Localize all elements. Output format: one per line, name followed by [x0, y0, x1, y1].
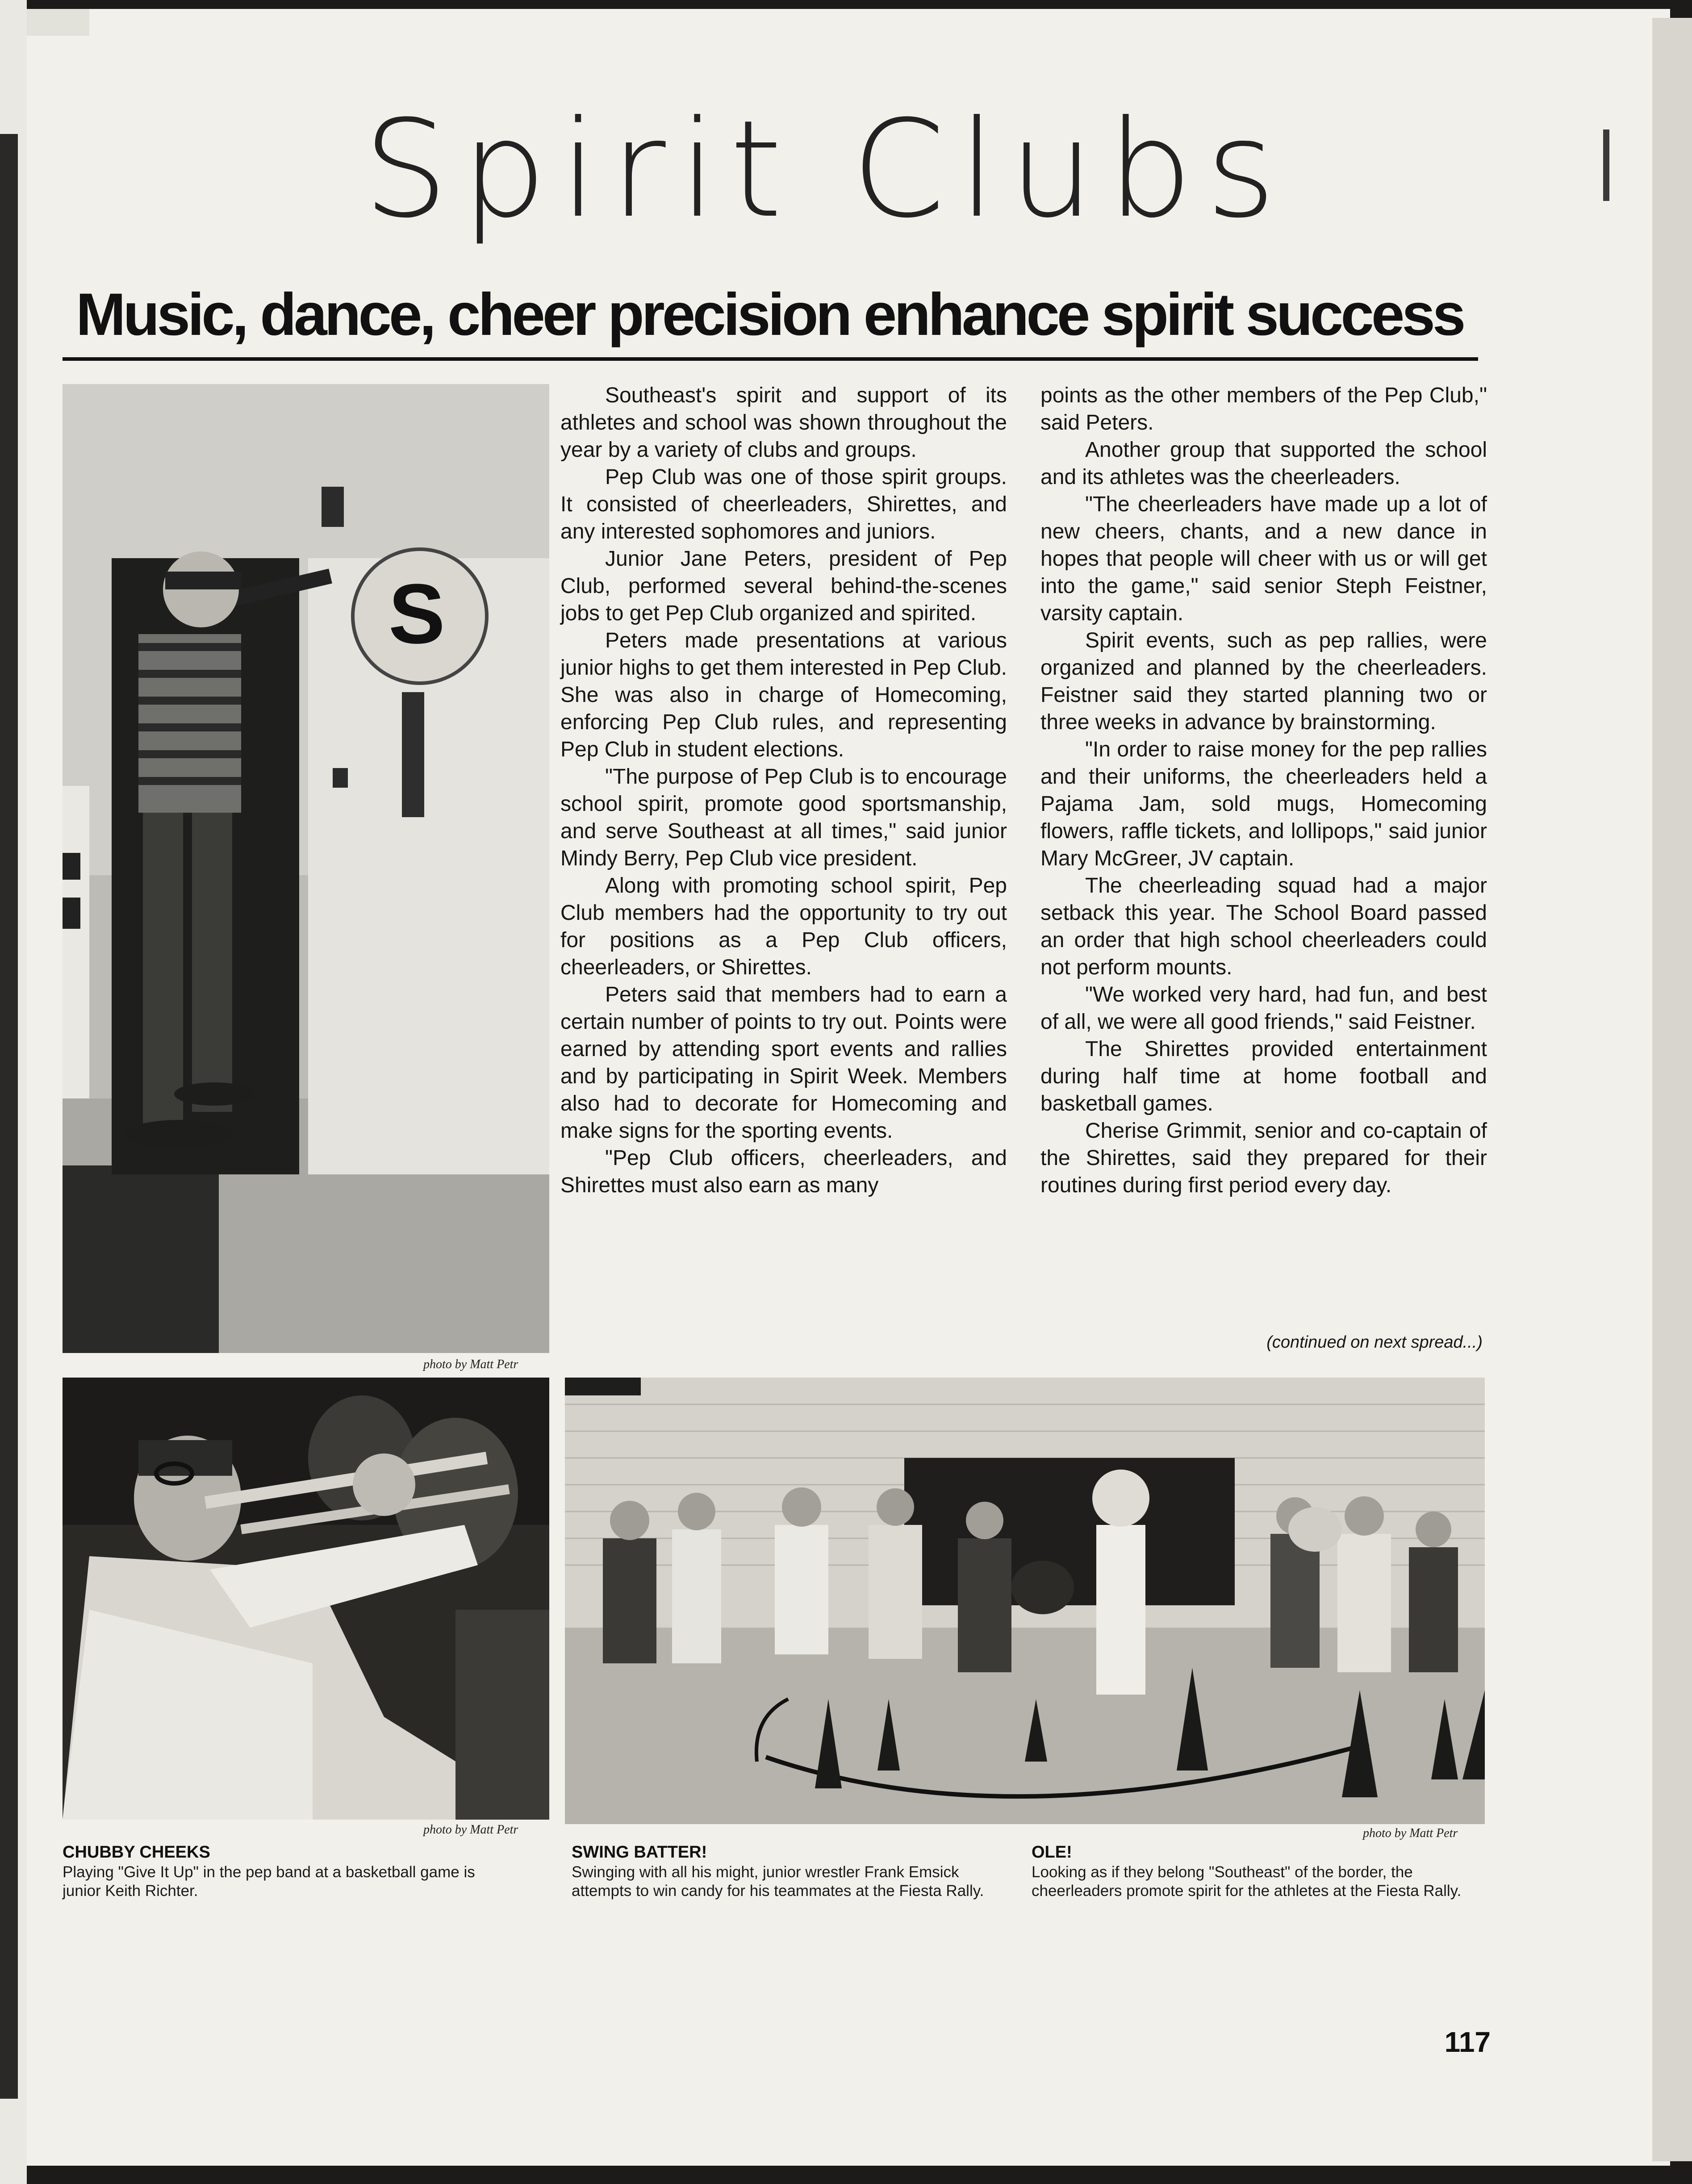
article-paragraph: "The cheerleaders have made up a lot of new cheers, chants, and a new dance in hopes that people will cheer with us or will get into the game," said senior Steph Feistner, varsity captain. [1040, 493, 1487, 625]
article-paragraph: Southeast's spirit and support of its athletes and school was shown throughout the year by a variety of clubs and groups. [560, 384, 1007, 462]
edge-mark [1603, 129, 1609, 201]
article-paragraph: The cheerleading squad had a major setback this year. The School Board passed an order that high school cheerleaders could not perform mounts. [1040, 874, 1487, 979]
article-paragraph: Along with promoting school spirit, Pep Club members had the opportunity to try out for positions as a Pep Club officers, cheerleaders, or Shirettes. [560, 874, 1007, 979]
caption-ole-body: Looking as if they belong "Southeast" of the border, the cheerleaders promote spirit for the athletes at the Fiesta Rally. [1032, 1863, 1462, 1900]
headline-rule [63, 357, 1478, 361]
article-paragraph: Spirit events, such as pep rallies, were organized and planned by the cheerleaders. Feistner said they started planning two or three weeks in advance by brainstorming. [1040, 629, 1487, 734]
cheer-photo-credit: photo by Matt Petr [1363, 1826, 1458, 1840]
page-number: 117 [1444, 2026, 1491, 2058]
swing-batter-photo [63, 384, 549, 1353]
article-paragraph: Peters made presentations at various junior highs to get them interested in Pep Club. She was also in charge of Homecoming, enforcing Pep Club rules, and representing Pep Club in student elections. [560, 629, 1007, 761]
continued-note: (continued on next spread...) [1266, 1333, 1483, 1352]
band-photo-credit: photo by Matt Petr [423, 1823, 518, 1837]
article-column-2 [1040, 382, 1487, 1199]
article-paragraph: Another group that supported the school and its athletes was the cheerleaders. [1040, 438, 1487, 489]
cheerleaders-photo [565, 1378, 1485, 1824]
article-paragraph: The Shirettes provided entertainment during half time at home football and basketball games. [1040, 1037, 1487, 1115]
caption-swing-head: SWING BATTER! [572, 1843, 707, 1862]
page-corner [27, 9, 89, 36]
article-paragraph: points as the other members of the Pep Club," said Peters. [1040, 384, 1487, 434]
article-paragraph: Pep Club was one of those spirit groups. It consisted of cheerleaders, Shirettes, and any interested sophomores and juniors. [560, 465, 1007, 543]
page-edge [1652, 18, 1692, 2161]
svg-text:S: S [389, 567, 445, 661]
headline: Music, dance, cheer precision enhance spirit success [76, 281, 1463, 348]
article-paragraph: Cherise Grimmit, senior and co-captain of the Shirettes, said they prepared for their routines during first period every day. [1040, 1119, 1487, 1197]
binding-shadow [0, 134, 18, 2099]
article-column-1 [560, 382, 1007, 1199]
article-paragraph: "Pep Club officers, cheerleaders, and Shirettes must also earn as many [560, 1146, 1007, 1197]
article-paragraph: "In order to raise money for the pep rallies and their uniforms, the cheerleaders held a Pajama Jam, sold mugs, Homecoming flowers, raffle tickets, and lollipops," said junior Mary McGreer, JV captain. [1040, 738, 1487, 870]
page-title: Spirit Clubs [363, 92, 1289, 247]
caption-chubby-head: CHUBBY CHEEKS [63, 1843, 210, 1862]
swing-photo-credit: photo by Matt Petr [423, 1357, 518, 1371]
caption-ole-head: OLE! [1032, 1843, 1072, 1862]
caption-chubby-body: Playing "Give It Up" in the pep band at a basketball game is junior Keith Richter. [63, 1863, 475, 1900]
pep-band-photo [63, 1378, 549, 1820]
article-paragraph: "We worked very hard, had fun, and best of all, we were all good friends," said Feistner. [1040, 983, 1487, 1034]
article-paragraph: Peters said that members had to earn a certain number of points to try out. Points were earned by attending sport events and rallies and by participating in Spirit Week. Members also had to decorate for Homecoming and make signs for the sporting events. [560, 983, 1007, 1143]
caption-swing-body: Swinging with all his might, junior wrestler Frank Emsick attempts to win candy for his teammates at the Fiesta Rally. [572, 1863, 984, 1900]
article-paragraph: Junior Jane Peters, president of Pep Club, performed several behind-the-scenes jobs to get Pep Club organized and spirited. [560, 547, 1007, 625]
article-paragraph: "The purpose of Pep Club is to encourage school spirit, promote good sportsmanship, and serve Southeast at all times," said junior Mindy Berry, Pep Club vice president. [560, 765, 1007, 870]
